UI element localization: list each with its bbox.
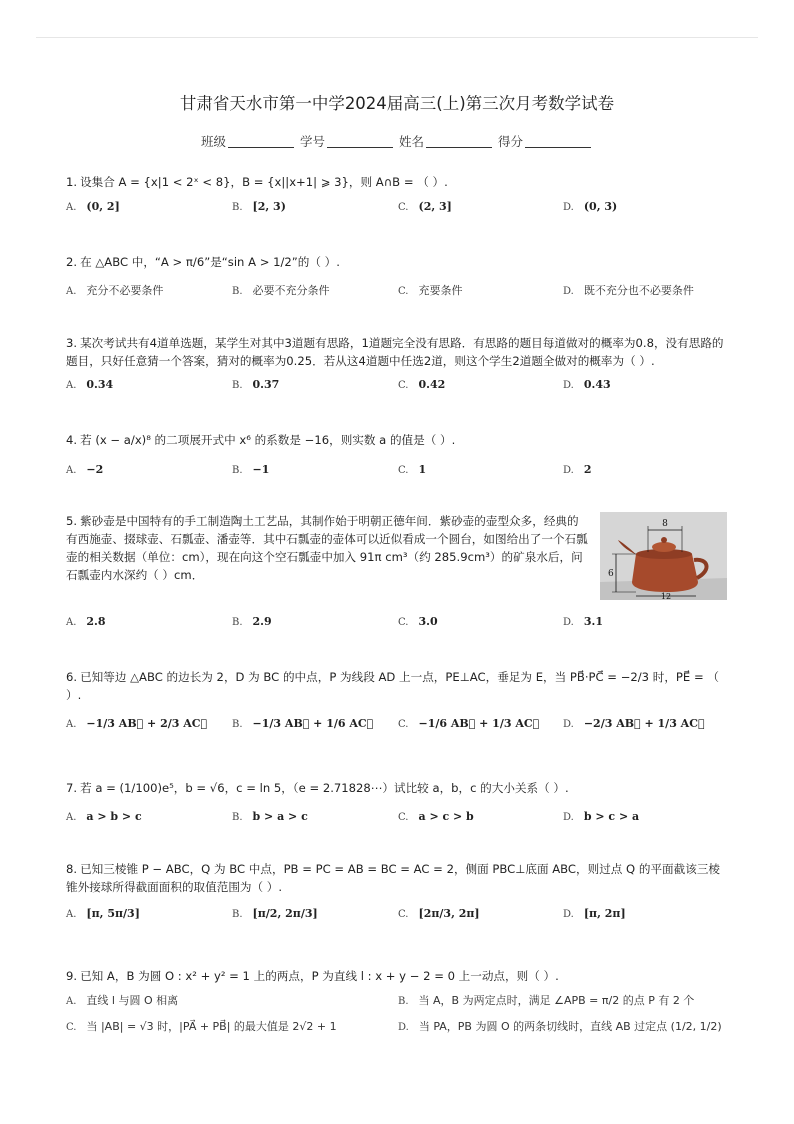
option-letter: C. — [398, 617, 409, 628]
q7-option-d[interactable] — [563, 809, 639, 826]
score-label: 得分 — [497, 134, 523, 149]
question-text: 已知等边 △ABC 的边长为 2，D 为 BC 的中点，P 为线段 AD 上一点，PE⊥AC，垂足为 E，当 PB⃗·PC⃗ = −2/3 时，PE⃗ = （ ）. — [66, 670, 719, 702]
option-letter: C. — [398, 202, 409, 213]
option-text: 0.42 — [418, 378, 446, 391]
option-letter: A. — [66, 909, 77, 920]
q6-option-b[interactable] — [232, 716, 373, 733]
question-text: 设集合 A = {x|1 < 2ˣ < 8}，B = {x||x+1| ⩾ 3}，则 A∩B = （ ）. — [80, 175, 448, 189]
option-letter: D. — [398, 1022, 409, 1033]
option-letter: D. — [563, 465, 574, 476]
question-6-stem — [66, 668, 724, 704]
q3-option-b[interactable] — [232, 377, 279, 394]
option-text: 必要不充分条件 — [252, 284, 330, 297]
question-8-stem — [66, 860, 724, 896]
q8-option-b[interactable] — [232, 906, 318, 923]
q2-option-c[interactable] — [398, 283, 462, 300]
q5-option-b[interactable] — [232, 614, 272, 631]
option-letter: D. — [563, 617, 574, 628]
question-number: 3. — [66, 336, 78, 350]
question-number: 9. — [66, 969, 78, 983]
q7-option-c[interactable] — [398, 809, 474, 826]
option-text: a > c > b — [418, 810, 474, 823]
q4-option-a[interactable] — [66, 462, 103, 479]
q9-option-d[interactable] — [398, 1019, 722, 1036]
q4-option-b[interactable] — [232, 462, 269, 479]
option-text: 当 |AB| = √3 时，|PA⃗ + PB⃗| 的最大值是 2√2 + 1 — [86, 1020, 337, 1033]
option-letter: B. — [398, 996, 409, 1007]
option-letter: B. — [232, 812, 243, 823]
q5-option-c[interactable] — [398, 614, 438, 631]
q5-option-a[interactable] — [66, 614, 106, 631]
option-letter: C. — [398, 812, 409, 823]
question-number: 4. — [66, 433, 78, 447]
option-text: 3.0 — [418, 615, 438, 628]
option-text: 当 PA，PB 为圆 O 的两条切线时，直线 AB 过定点 (1/2, 1/2) — [418, 1020, 722, 1033]
option-text: 0.34 — [86, 378, 114, 391]
q3-option-d[interactable] — [563, 377, 611, 394]
option-text: [π, 2π] — [583, 907, 626, 920]
option-letter: A. — [66, 380, 77, 391]
option-letter: C. — [398, 286, 409, 297]
teapot-illustration — [600, 512, 727, 600]
question-text: 已知 A，B 为圆 O : x² + y² = 1 上的两点，P 为直线 l : x + y − 2 = 0 上一动点，则（ ）. — [80, 969, 559, 983]
option-letter: D. — [563, 812, 574, 823]
option-letter: D. — [563, 719, 574, 730]
student-id-blank[interactable] — [327, 135, 393, 148]
teapot-figure — [600, 512, 727, 600]
option-letter: A. — [66, 286, 77, 297]
teapot-lid — [652, 542, 676, 552]
question-text: 某次考试共有4道单选题，某学生对其中3道题有思路，1道题完全没有思路．有思路的题目每道做对的概率为0.8，没有思路的题目，只好任意猜一个答案，猜对的概率为0.25．若从这4道题中任选2道，则这个学生2道题全做对的概率为（ ）. — [66, 336, 724, 368]
option-text: b > a > c — [252, 810, 308, 823]
q8-option-d[interactable] — [563, 906, 626, 923]
option-letter: C. — [398, 719, 409, 730]
option-text: b > c > a — [583, 810, 640, 823]
question-2-stem — [66, 253, 724, 271]
q1-option-d[interactable] — [563, 199, 617, 216]
option-letter: A. — [66, 996, 77, 1007]
class-blank[interactable] — [228, 135, 294, 148]
option-letter: C. — [398, 909, 409, 920]
header-rule — [36, 37, 758, 38]
option-text: −2/3 AB⃗ + 1/3 AC⃗ — [583, 717, 705, 730]
option-letter: C. — [398, 465, 409, 476]
q1-option-a[interactable] — [66, 199, 120, 216]
option-letter: B. — [232, 909, 243, 920]
question-number: 5. — [66, 514, 78, 528]
q8-option-a[interactable] — [66, 906, 140, 923]
option-text: 直线 l 与圆 O 相离 — [86, 994, 179, 1007]
q6-option-c[interactable] — [398, 716, 539, 733]
question-7-stem — [66, 779, 724, 797]
teapot-height-label: 6 — [608, 569, 614, 579]
question-number: 7. — [66, 781, 78, 795]
q2-option-b[interactable] — [232, 283, 330, 300]
teapot-bottom-label: 12 — [660, 592, 672, 600]
question-text: 已知三棱锥 P − ABC，Q 为 BC 中点，PB = PC = AB = BC = AC = 2，侧面 PBC⊥底面 ABC，则过点 Q 的平面截该三棱锥外接球所得截面面积的取值范围为（ ）. — [66, 862, 721, 894]
option-letter: C. — [398, 380, 409, 391]
student-id-label: 学号 — [299, 134, 325, 149]
q6-option-a[interactable] — [66, 716, 207, 733]
question-1-stem — [66, 173, 724, 191]
question-number: 6. — [66, 670, 78, 684]
option-letter: A. — [66, 719, 77, 730]
option-letter: A. — [66, 812, 77, 823]
option-letter: D. — [563, 909, 574, 920]
teapot-top-label: 8 — [662, 519, 668, 529]
question-text: 紫砂壶是中国特有的手工制造陶土工艺品，其制作始于明朝正德年间．紫砂壶的壶型众多，经典的有西施壶、掇球壶、石瓢壶、潘壶等．其中石瓢壶的壶体可以近似看成一个圆台，如图给出了一个石瓢壶的相关数据（单位：cm），现在向这个空石瓢壶中加入 91π cm³（约 285.9cm³）的矿泉水后，问石瓢壶内水深约（ ）cm． — [66, 514, 588, 582]
option-letter: D. — [563, 380, 574, 391]
option-text: 充要条件 — [418, 284, 463, 297]
option-letter: A. — [66, 617, 77, 628]
question-5-stem — [66, 512, 589, 584]
q9-option-b[interactable] — [398, 993, 694, 1010]
question-number: 1. — [66, 175, 78, 189]
question-4-stem — [66, 431, 724, 449]
q3-option-c[interactable] — [398, 377, 445, 394]
option-text: a > b > c — [86, 810, 142, 823]
option-text: 0.43 — [583, 378, 611, 391]
option-text: 3.1 — [583, 615, 603, 628]
option-letter: B. — [232, 202, 243, 213]
option-text: 0.37 — [252, 378, 280, 391]
option-letter: B. — [232, 617, 243, 628]
option-text: 1 — [418, 463, 427, 476]
exam-title: 甘肃省天水市第一中学2024届高三(上)第三次月考数学试卷 — [179, 94, 615, 113]
q7-option-a[interactable] — [66, 809, 142, 826]
q9-option-a[interactable] — [66, 993, 178, 1010]
option-letter: C. — [66, 1022, 77, 1033]
option-text: [2, 3) — [252, 200, 286, 213]
score-blank[interactable] — [525, 135, 591, 148]
option-text: −1/3 AB⃗ + 2/3 AC⃗ — [86, 717, 208, 730]
question-text: 在 △ABC 中，“A > π/6”是“sin A > 1/2”的（ ）. — [80, 255, 340, 269]
option-letter: B. — [232, 465, 243, 476]
option-letter: D. — [563, 202, 574, 213]
name-label: 姓名 — [398, 134, 424, 149]
option-text: 2 — [583, 463, 592, 476]
question-text: 若 (x − a/x)⁸ 的二项展开式中 x⁶ 的系数是 −16，则实数 a 的值是（ ）. — [80, 433, 456, 447]
option-text: 2.9 — [252, 615, 272, 628]
q8-option-c[interactable] — [398, 906, 480, 923]
q4-option-d[interactable] — [563, 462, 592, 479]
option-letter: A. — [66, 202, 77, 213]
q5-option-d[interactable] — [563, 614, 603, 631]
question-number: 8. — [66, 862, 78, 876]
question-9-stem — [66, 967, 724, 985]
q7-option-b[interactable] — [232, 809, 308, 826]
q3-option-a[interactable] — [66, 377, 113, 394]
option-text: [π/2, 2π/3] — [252, 907, 318, 920]
option-text: (0, 3) — [583, 200, 618, 213]
option-text: −1 — [252, 463, 270, 476]
q2-option-a[interactable] — [66, 283, 163, 300]
q2-option-d[interactable] — [563, 283, 694, 300]
q1-option-b[interactable] — [232, 199, 286, 216]
option-text: 既不充分也不必要条件 — [583, 284, 694, 297]
question-number: 2. — [66, 255, 78, 269]
option-text: [π, 5π/3] — [86, 907, 140, 920]
option-text: 充分不必要条件 — [86, 284, 164, 297]
option-text: 2.8 — [86, 615, 106, 628]
option-text: [2π/3, 2π] — [418, 907, 480, 920]
q6-option-d[interactable] — [563, 716, 705, 733]
option-letter: B. — [232, 380, 243, 391]
option-text: −2 — [86, 463, 104, 476]
option-letter: D. — [563, 286, 574, 297]
name-blank[interactable] — [426, 135, 492, 148]
question-text: 若 a = (1/100)e⁵，b = √6，c = ln 5，（e = 2.71828⋯）试比较 a，b，c 的大小关系（ ）. — [80, 781, 569, 795]
question-3-stem — [66, 334, 724, 370]
option-text: −1/3 AB⃗ + 1/6 AC⃗ — [252, 717, 374, 730]
student-info-line — [0, 132, 794, 150]
option-text: −1/6 AB⃗ + 1/3 AC⃗ — [418, 717, 540, 730]
option-text: (2, 3] — [418, 200, 452, 213]
option-letter: B. — [232, 286, 243, 297]
option-letter: B. — [232, 719, 243, 730]
teapot-body — [632, 554, 698, 592]
q1-option-c[interactable] — [398, 199, 452, 216]
q4-option-c[interactable] — [398, 462, 426, 479]
q9-option-c[interactable] — [66, 1019, 337, 1036]
class-label: 班级 — [200, 134, 226, 149]
option-text: 当 A，B 为两定点时，满足 ∠APB = π/2 的点 P 有 2 个 — [418, 994, 695, 1007]
option-letter: A. — [66, 465, 77, 476]
option-text: (0, 2] — [86, 200, 120, 213]
